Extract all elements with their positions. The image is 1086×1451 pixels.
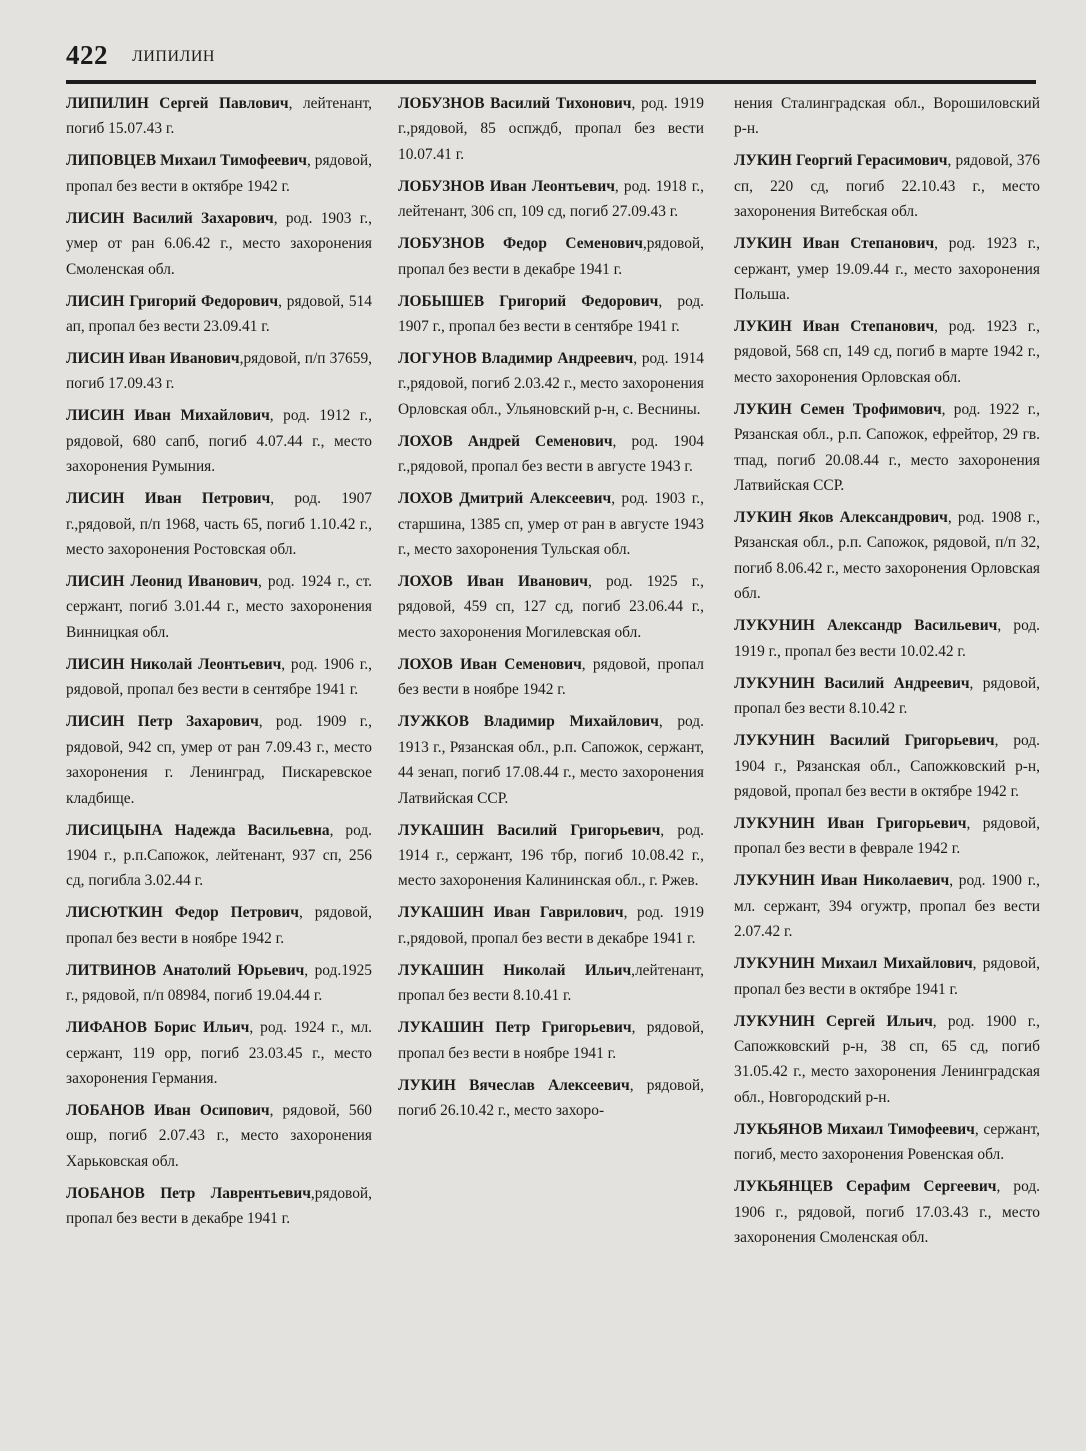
entry-text: , род. 1913 г., Рязанская обл., р.п. Сапожок, сержант, 44 зенап, погиб 17.08.44 г., место захоронения Латвийская ССР. (398, 713, 704, 807)
entry-text: , род. 1906 г., рядовой, погиб 17.03.43 г., место захоронения Смоленская обл. (734, 1178, 1040, 1246)
entry (66, 346, 372, 397)
entry (66, 206, 372, 282)
entry-text: нения Сталинградская обл., Ворошиловский р-н. (734, 95, 1040, 138)
entry (398, 429, 704, 480)
entry-name: ЛУКУНИН Василий Григорьевич (734, 732, 995, 750)
entry-text: , род. 1907 г., пропал без вести в сентябре 1941 г. (398, 292, 704, 336)
entry-text: , род. 1907 г.,рядовой, п/п 1968, часть 65, погиб 1.10.42 г., место захоронения Ростовская обл. (66, 490, 372, 559)
entry-text: , род. 1908 г., Рязанская обл., р.п. Сапожок, рядовой, п/п 32, погиб 8.06.42 г., место захоронения Орловская обл. (734, 509, 1040, 603)
entry-name: ЛОБАНОВ Петр Лаврентьевич (66, 1184, 311, 1202)
entry-name: ЛИСИН Николай Леонтьевич (66, 655, 282, 673)
entry-text: , род. 1904 г., р.п.Сапожок, лейтенант, 937 сп, 256 сд, погибла 3.02.44 г. (66, 821, 373, 890)
entry (734, 1117, 1040, 1168)
entry-text: , рядовой, пропал без вести в октябре 1942 г. (66, 152, 372, 195)
entry-text: , рядовой, пропал без вести в ноябре 1942 г. (398, 655, 704, 699)
entry-name: ЛУКЬЯНЦЕВ Серафим Сергеевич (734, 1178, 997, 1196)
entry (66, 818, 372, 894)
entry-text: , род. 1904 г., Рязанская обл., Сапожковский р-н, рядовой, пропал без вести в октябре 1942 г. (734, 732, 1040, 800)
entry-name: ЛОБАНОВ Иван Осипович (66, 1101, 270, 1119)
entry (398, 174, 704, 225)
entry-text: , род. 1919 г.,рядовой, пропал без вести в декабре 1941 г. (398, 904, 704, 947)
entry (398, 569, 704, 645)
entry-name: ЛИТВИНОВ Анатолий Юрьевич (66, 961, 305, 979)
entry (734, 811, 1040, 862)
entry-name: ЛУКАШИН Иван Гаврилович (398, 904, 624, 922)
entry-name: ЛОХОВ Дмитрий Алексеевич (398, 490, 612, 508)
entry (734, 951, 1040, 1002)
entry-name: ЛИСИН Иван Петрович (66, 490, 271, 508)
entry-name: ЛИФАНОВ Борис Ильич (66, 1019, 250, 1037)
header-rule (66, 80, 1036, 84)
entry (66, 1015, 372, 1091)
entry (734, 1009, 1040, 1111)
entry-name: ЛУЖКОВ Владимир Михайлович (398, 713, 659, 731)
entry-name: ЛИСИЦЫНА Надежда Васильевна (66, 821, 330, 839)
entry (66, 709, 372, 811)
page-header (66, 40, 1036, 80)
entry-text: , сержант, погиб, место захоронения Ровенская обл. (734, 1120, 1041, 1164)
entry-text: , лейтенант, погиб 15.07.43 г. (66, 95, 372, 138)
entry (734, 613, 1040, 664)
entry-text: , род. 1900 г., Сапожковский р-н, 38 сп, 65 сд, погиб 31.05.42 г., место захоронения Ленинградская обл., Новгородский р-н. (734, 1012, 1040, 1106)
column-2 (398, 91, 704, 1130)
entry-name: ЛУКИН Яков Александрович (734, 509, 948, 527)
entry (398, 900, 704, 951)
entry-name: ЛОБУЗНОВ Иван Леонтьевич (398, 177, 615, 195)
entry (66, 91, 372, 142)
entry-text: , род. 1919 г.,рядовой, 85 оспждб, пропал без вести 10.07.41 г. (398, 95, 704, 163)
entry-name: ЛУКИН Иван Степанович (734, 318, 935, 336)
entry-name: ЛУКЬЯНОВ Михаил Тимофеевич (734, 1120, 975, 1138)
entry-text: , род. 1919 г., пропал без вести 10.02.42 г. (734, 617, 1040, 660)
entry-name: ЛУКУНИН Василий Андреевич (734, 674, 970, 692)
entry-name: ЛУКУНИН Сергей Ильич (734, 1012, 933, 1030)
entry (398, 346, 704, 422)
entry-name: ЛУКАШИН Петр Григорьевич (398, 1019, 632, 1037)
entry-text: , рядовой, пропал без вести в ноябре 1942 г. (66, 904, 372, 947)
entry-text: , рядовой, 560 ошр, погиб 2.07.43 г., место захоронения Харьковская обл. (66, 1101, 373, 1170)
column-3 (734, 91, 1040, 1257)
entry (398, 91, 704, 167)
entry-name: ЛОБУЗНОВ Василий Тихонович (398, 95, 632, 112)
entry (734, 1174, 1040, 1250)
entry-text: ,рядовой, пропал без вести в декабре 1941 г. (398, 235, 704, 278)
entry-name: ЛОХОВ Андрей Семенович (398, 432, 613, 450)
entry-text: , рядовой, пропал без вести 8.10.42 г. (734, 674, 1041, 718)
entry-text: ,рядовой, п/п 37659, погиб 17.09.43 г. (66, 350, 372, 393)
entry-text: , род. 1900 г., мл. сержант, 394 огужтр, пропал без вести 2.07.42 г. (734, 872, 1040, 941)
entry-name: ЛУКИН Георгий Герасимович (734, 152, 948, 170)
entry-name: ЛУКУНИН Михаил Михайлович (734, 955, 973, 973)
entry-text: , род. 1923 г., рядовой, 568 сп, 149 сд, погиб в марте 1942 г., место захоронения Орловская обл. (734, 318, 1040, 386)
entry-text: , род. 1924 г., ст. сержант, погиб 3.01.44 г., место захоронения Винницкая обл. (66, 573, 372, 641)
entry (398, 1015, 704, 1066)
entry-name: ЛУКУНИН Александр Васильевич (734, 617, 998, 635)
entry (398, 1073, 704, 1124)
entry-text: , род. 1903 г., старшина, 1385 сп, умер от ран в августе 1943 г., место захоронения Тульская обл. (398, 490, 704, 559)
entry-name: ЛУКУНИН Иван Григорьевич (734, 814, 967, 832)
entry-name: ЛОХОВ Иван Иванович (398, 573, 588, 591)
entry (66, 403, 372, 479)
entry (398, 652, 704, 703)
entry (734, 397, 1040, 499)
entry-text: , рядовой, 514 ап, пропал без вести 23.09.41 г. (66, 292, 372, 336)
entry-name: ЛИСИН Василий Захарович (66, 209, 274, 227)
entry-text: , род. 1912 г., рядовой, 680 сапб, погиб 4.07.44 г., место захоронения Румыния. (66, 407, 372, 476)
entry-text: ,рядовой, пропал без вести в декабре 1941 г. (66, 1184, 372, 1228)
page-number: 422 (66, 40, 108, 70)
entry (66, 148, 372, 199)
entry-text: , рядовой, 376 сп, 220 сд, погиб 22.10.43 г., место захоронения Витебская обл. (734, 152, 1040, 221)
entry-name: ЛУКАШИН Василий Григорьевич (398, 821, 661, 839)
entry (734, 868, 1040, 944)
entry-name: ЛУКИН Иван Степанович (734, 235, 935, 253)
entry-name: ЛУКИН Вячеслав Алексеевич (398, 1076, 630, 1094)
entry (66, 1098, 372, 1174)
entry (66, 289, 372, 340)
entry-text: ,лейтенант, пропал без вести 8.10.41 г. (398, 961, 704, 1005)
entry-text: , рядовой, пропал без вести в феврале 1942 г. (734, 814, 1041, 858)
entry (398, 486, 704, 562)
entry-text: , род. 1924 г., мл. сержант, 119 орр, погиб 23.03.45 г., место захоронения Германия. (66, 1019, 372, 1087)
entry-text: , рядовой, пропал без вести в октябре 1941 г. (734, 955, 1041, 998)
entry (734, 671, 1040, 722)
entry-name: ЛИСИН Иван Михайлович (66, 407, 270, 425)
entry (66, 900, 372, 951)
entry (66, 958, 372, 1009)
entry-text: , род. 1906 г., рядовой, пропал без вести в сентябре 1941 г. (66, 655, 372, 699)
entry-name: ЛИПОВЦЕВ Михаил Тимофеевич (66, 152, 307, 170)
entry-text: , род. 1903 г., умер от ран 6.06.42 г., место захоронения Смоленская обл. (66, 209, 372, 278)
entry (66, 1181, 372, 1232)
entry-name: ЛОХОВ Иван Семенович (398, 655, 582, 673)
running-head: ЛИПИЛИН (132, 48, 215, 65)
entry-text: , род. 1925 г., рядовой, 459 сп, 127 сд, погиб 23.06.44 г., место захоронения Могилевская обл. (398, 573, 704, 641)
entry (734, 231, 1040, 307)
entry-text: , род.1925 г., рядовой, п/п 08984, погиб 19.04.44 г. (66, 961, 372, 1005)
entry (734, 728, 1040, 804)
entry (734, 148, 1040, 224)
entry (398, 818, 704, 894)
entry-name: ЛОГУНОВ Владимир Андреевич (398, 350, 634, 368)
entry-text: , рядовой, пропал без вести в ноябре 1941 г. (398, 1019, 705, 1062)
entry (398, 289, 704, 340)
entry (66, 652, 372, 703)
entry-text: , род. 1922 г., Рязанская обл., р.п. Сапожок, ефрейтор, 29 гв. тпад, погиб 20.08.44 г., место захоронения Латвийская ССР. (734, 400, 1040, 495)
entry (734, 505, 1040, 607)
entry-name: ЛУКУНИН Иван Николаевич (734, 872, 950, 890)
entry-name: ЛОБЫШЕВ Григорий Федорович (398, 292, 659, 310)
entry-text: , род. 1914 г.,рядовой, погиб 2.03.42 г., место захоронения Орловская обл., Ульяновский р-н, с. Веснины. (398, 350, 705, 418)
entry (734, 91, 1040, 142)
entry-text: , род. 1923 г., сержант, умер 19.09.44 г., место захоронения Польша. (734, 235, 1040, 304)
entry (66, 569, 372, 645)
entry-text: , род. 1918 г., лейтенант, 306 сп, 109 сд, погиб 27.09.43 г. (398, 177, 704, 221)
entry-name: ЛИСИН Леонид Иванович (66, 573, 259, 591)
entry-name: ЛУКАШИН Николай Ильич (398, 961, 632, 979)
entry-text: , род. 1904 г.,рядовой, пропал без вести в августе 1943 г. (398, 432, 704, 476)
entry-name: ЛИПИЛИН Сергей Павлович (66, 95, 289, 112)
column-1 (66, 91, 372, 1238)
entry-text: , род. 1909 г., рядовой, 942 сп, умер от ран 7.09.43 г., место захоронения г. Ленинград, Пискаревское кладбище. (66, 713, 372, 807)
entry-name: ЛИСИН Иван Иванович (66, 350, 240, 368)
entry (734, 314, 1040, 390)
entry-name: ЛУКИН Семен Трофимович (734, 400, 942, 418)
entry (398, 958, 704, 1009)
entry-name: ЛИСИН Петр Захарович (66, 713, 259, 731)
entry (398, 231, 704, 282)
entry (66, 486, 372, 562)
entry-text: , рядовой, погиб 26.10.42 г., место захоро- (398, 1076, 704, 1119)
entry-name: ЛИСЮТКИН Федор Петрович (66, 904, 299, 922)
entry-name: ЛИСИН Григорий Федорович (66, 292, 279, 310)
entry-name: ЛОБУЗНОВ Федор Семенович (398, 235, 643, 253)
entry (398, 709, 704, 811)
entry-text: , род. 1914 г., сержант, 196 тбр, погиб 10.08.42 г., место захоронения Калининская обл., г. Ржев. (398, 821, 704, 890)
